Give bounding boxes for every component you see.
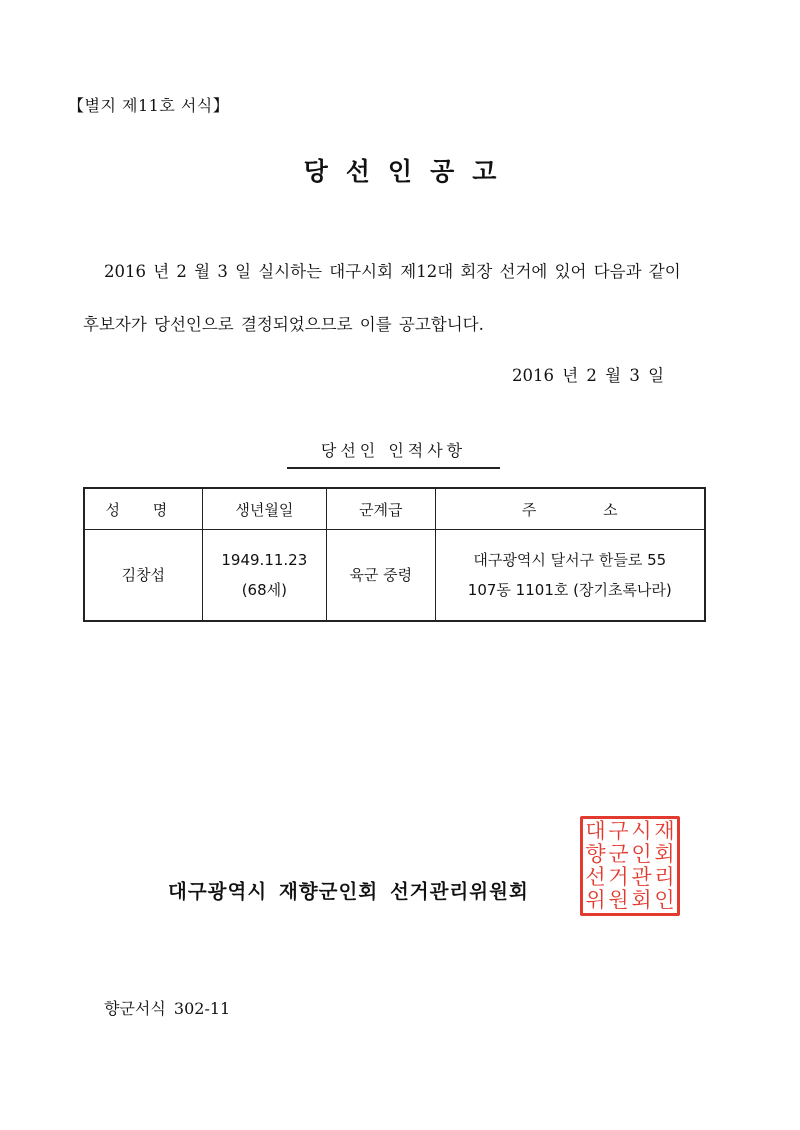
seal-char: 회 [631, 888, 652, 912]
title-char: 선 [345, 157, 370, 186]
address-line-2: 107동 1101호 (장기초록나라) [467, 581, 672, 599]
seal-char: 회 [654, 842, 675, 866]
cell-rank: 육군 중령 [327, 530, 436, 622]
seal-char: 리 [654, 865, 675, 889]
page-title [0, 152, 800, 188]
seal-char: 시 [631, 819, 652, 843]
seal-char: 선 [585, 865, 606, 889]
seal-char: 향 [585, 842, 606, 866]
seal-char: 대 [585, 819, 606, 843]
cell-name: 김창섭 [84, 530, 202, 622]
seal-char: 위 [585, 888, 606, 912]
seal-char: 구 [608, 819, 629, 843]
seal-char: 인 [654, 888, 675, 912]
seal-char: 군 [608, 842, 629, 866]
header-rank: 군계급 [327, 488, 436, 530]
header-birth: 생년월일 [202, 488, 326, 530]
notice-date: 2016 년 2 월 3 일 [512, 366, 665, 385]
cell-address [435, 530, 705, 622]
birth-date: 1949.11.23 [221, 551, 308, 569]
section-subtitle: 당선인 인적사항 [287, 438, 500, 469]
seal-char: 거 [608, 865, 629, 889]
seal-char: 재 [654, 819, 675, 843]
header-address-label: 주 소 [521, 500, 618, 519]
cell-birth [202, 530, 326, 622]
issuing-organization: 대구광역시 재향군인회 선거관리위원회 [168, 880, 529, 903]
form-number: 향군서식 302-11 [104, 999, 231, 1018]
header-address [435, 488, 705, 530]
address-line-1: 대구광역시 달서구 한들로 55 [473, 551, 667, 569]
notice-text-line-2: 후보자가 당선인으로 결정되었으므로 이를 공고합니다. [83, 315, 484, 334]
seal-char: 관 [631, 865, 652, 889]
table-row [84, 530, 705, 622]
winner-info-table [83, 487, 706, 622]
title-char: 고 [472, 157, 497, 186]
official-seal-stamp [580, 816, 680, 916]
form-tag: 【별지 제11호 서식】 [68, 96, 230, 115]
header-name [84, 488, 202, 530]
seal-char: 인 [631, 842, 652, 866]
notice-text-line-1: 2016 년 2 월 3 일 실시하는 대구시회 제12대 회장 선거에 있어 다음과 같이 [104, 262, 681, 281]
title-char: 당 [303, 157, 328, 186]
seal-char: 원 [608, 888, 629, 912]
header-name-label: 성 명 [105, 500, 182, 519]
title-char: 공 [430, 157, 455, 186]
title-char: 인 [387, 157, 413, 186]
age: (68세) [241, 581, 287, 599]
table-header-row [84, 488, 705, 530]
